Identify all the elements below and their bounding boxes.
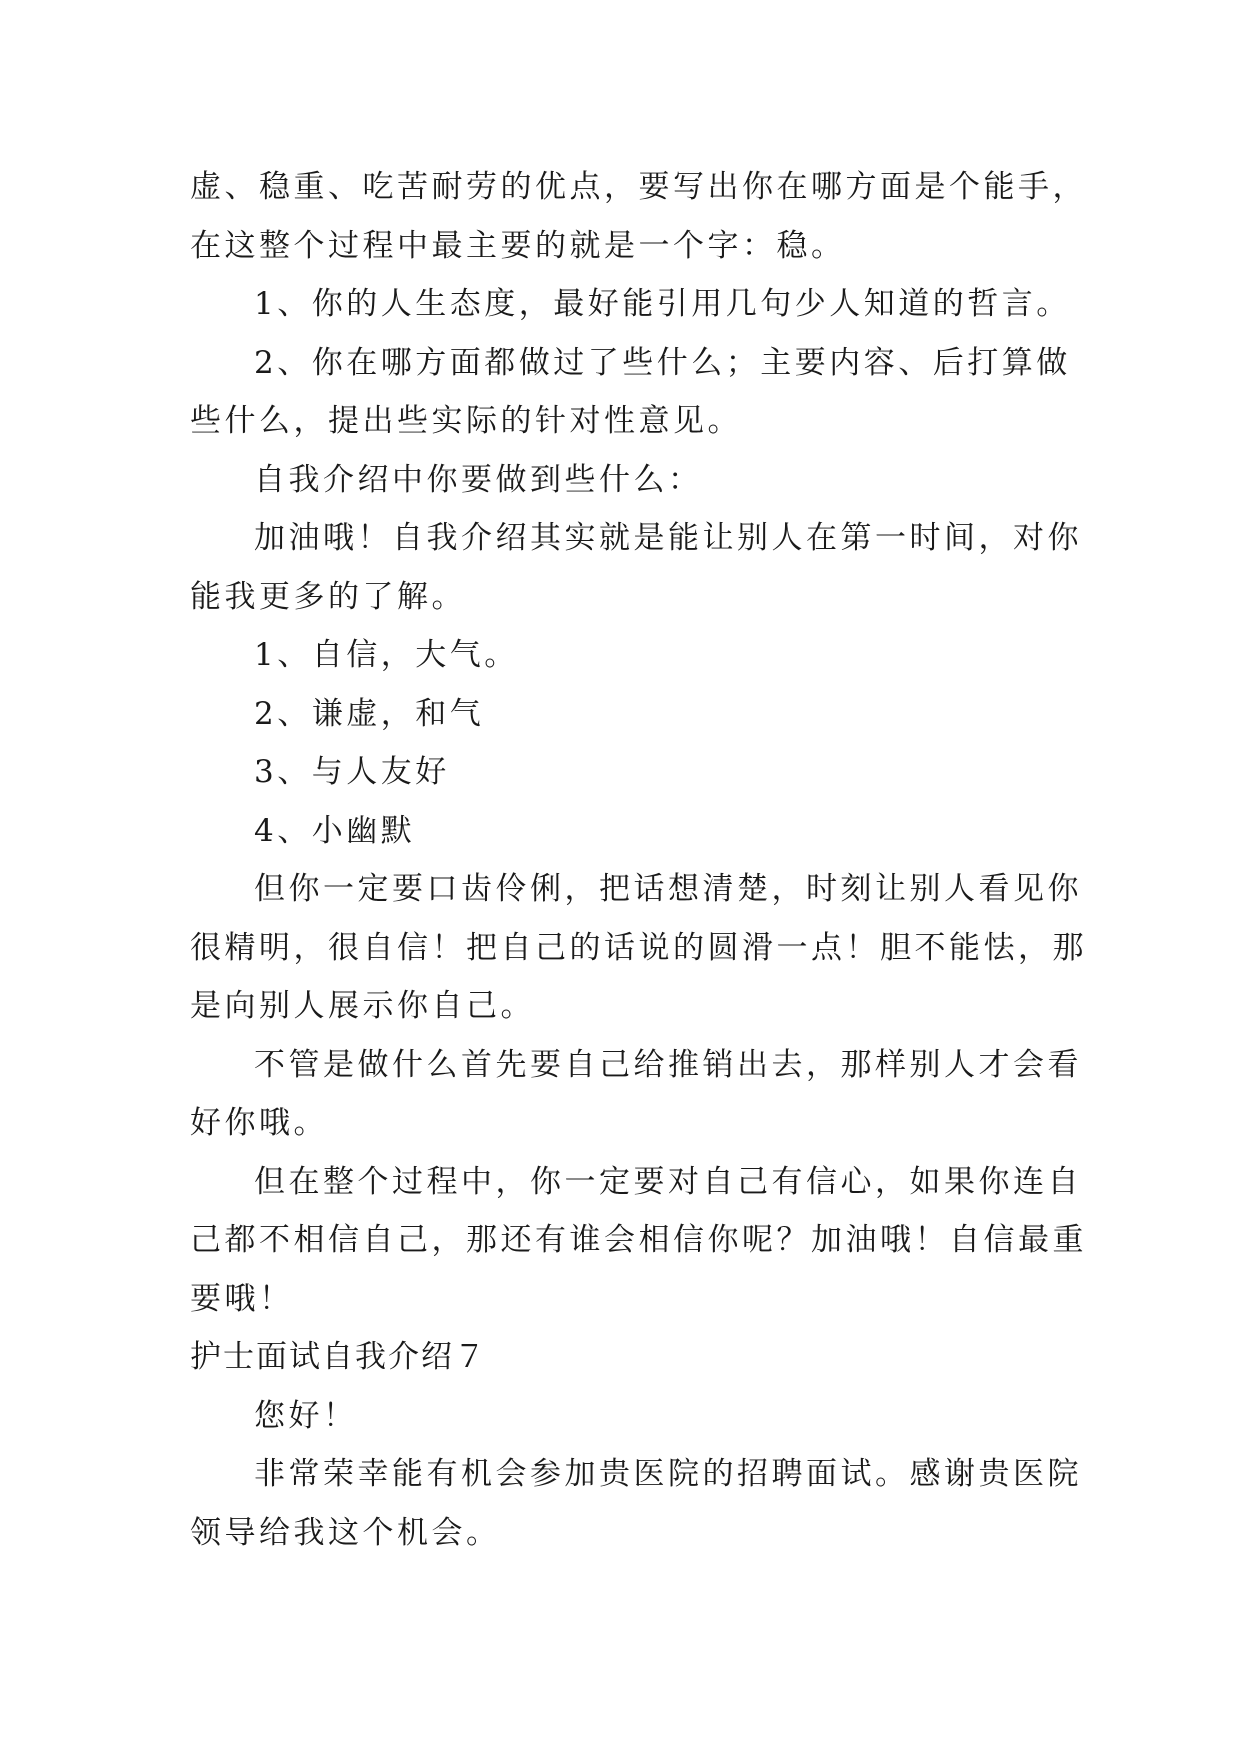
paragraph-line: 是向别人展示你自己。 [190,988,535,1024]
paragraph-line: 虚、稳重、吃苦耐劳的优点，要写出你在哪方面是个能手， [190,169,1087,205]
paragraph-line: 非常荣幸能有机会参加贵医院的招聘面试。感谢贵医院 [254,1456,1082,1492]
list-item: 1、自信，大气。 [254,637,519,673]
paragraph-line: 在这整个过程中最主要的就是一个字：稳。 [190,227,846,264]
paragraph-line: 很精明，很自信！把自己的话说的圆滑一点！胆不能怯，那 [190,929,1087,966]
paragraph-line: 但在整个过程中，你一定要对自己有信心，如果你连自 [254,1163,1082,1200]
paragraph-line: 加油哦！自我介绍其实就是能让别人在第一时间，对你 [254,520,1082,556]
paragraph-line: 些什么，提出些实际的针对性意见。 [190,403,742,439]
section-heading: 护士面试自我介绍７ [190,1339,487,1375]
paragraph-line: 能我更多的了解。 [190,578,466,615]
paragraph-line: 要哦！ [190,1280,294,1317]
list-item: 2、谦虚，和气 [254,695,485,732]
document-page [190,158,1087,1562]
list-item: 1、你的人生态度，最好能引用几句少人知道的哲言。 [254,286,1071,322]
paragraph-line: 自我介绍中你要做到些什么： [254,461,703,498]
paragraph-line: 己都不相信自己，那还有谁会相信你呢？加油哦！自信最重 [190,1222,1087,1258]
paragraph-line: 不管是做什么首先要自己给推销出去，那样别人才会看 [254,1046,1082,1083]
paragraph-line: 您好！ [254,1397,358,1434]
list-item: 2、你在哪方面都做过了些什么；主要内容、后打算做 [254,344,1071,381]
paragraph-line: 好你哦。 [190,1105,328,1141]
list-item: 3、与人友好 [254,754,450,790]
list-item: 4、小幽默 [254,812,416,849]
paragraph-line: 但你一定要口齿伶俐，把话想清楚，时刻让别人看见你 [254,871,1082,907]
paragraph-line: 领导给我这个机会。 [190,1514,501,1551]
